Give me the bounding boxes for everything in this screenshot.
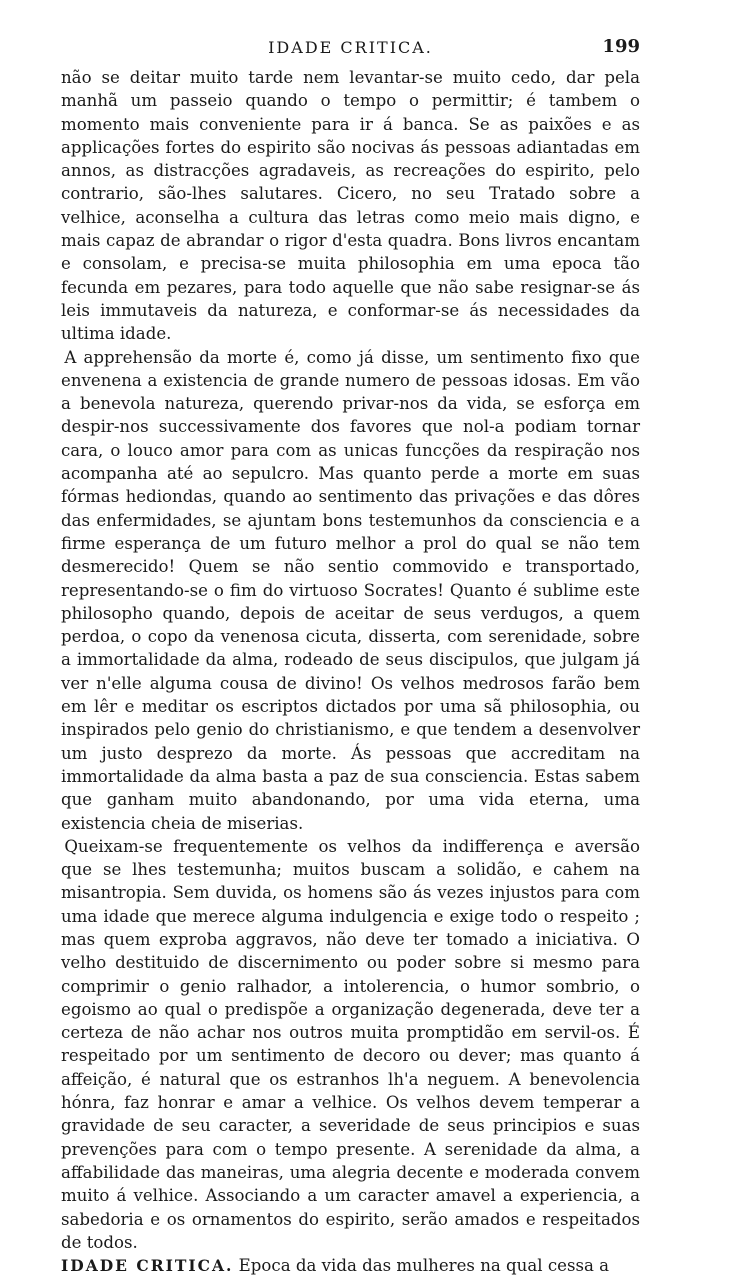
entry-headword: IDADE CRITICA. <box>61 1256 234 1276</box>
body-text <box>61 66 640 1277</box>
running-title: IDADE CRITICA. <box>268 38 433 57</box>
page-number: 199 <box>602 36 640 57</box>
paragraph-continuation: não se deitar muito tarde nem levantar-se muito cedo, dar pela manhã um passeio quando o tempo o permittir; é tambem o momento mais conveniente para ir á banca. Se as paixões e as applicações fortes do espirito são nocivas ás pessoas adiantadas em annos, as distracções agradaveis, as recreações do espirito, pelo contrario, são-lhes salutares. Cicero, no seu Tratado sobre a velhice, aconselha a cultura das letras como meio mais digno, e mais capaz de abrandar o rigor d'esta quadra. Bons livros encantam e consolam, e precisa-se muita philosophia em uma epoca tão fecunda em pezares, para todo aquelle que não sabe resignar-se ás leis immutaveis da natureza, e conformar-se ás necessidades da ultima idade. <box>61 68 640 344</box>
dictionary-entry <box>61 1254 640 1277</box>
entry-definition: Epoca da vida das mulheres na qual cessa a <box>238 1256 610 1276</box>
paragraph-death: A apprehensão da morte é, como já disse, um sentimento fixo que envenena a existencia de grande numero de pessoas idosas. Em vão a benevola natureza, querendo privar-nos da vida, se esforça em despir-nos successivamente dos favores que nol-a podiam tornar cara, o louco amor para com as unicas funcções da respiração nos acompanha até ao sepulcro. Mas quanto perde a morte em suas fórmas hediondas, quando ao sentimento das privações e das dôres das enfermidades, se ajuntam bons testemunhos da consciencia e a firme esperança de um futuro melhor a prol do qual se não tem desmerecido! Quem se não sentio commovido e transportado, representando-se o fim do virtuoso Socrates! Quanto é sublime este philosopho quando, depois de aceitar de seus verdugos, a quem perdoa, o copo da venenosa cicuta, disserta, com serenidade, sobre a immortalidade da alma, rodeado de seus discipulos, que julgam já ver n'elle alguma cousa de divino! Os velhos medrosos farão bem em lêr e meditar os escriptos dictados por uma sã philosophia, ou inspirados pelo genio do christianismo, e que tendem a desenvolver um justo desprezo da morte. Ás pessoas que accreditam na immortalidade da alma basta a paz de sua consciencia. Estas sabem que ganham muito abandonando, por uma vida eterna, uma existencia cheia de miserias. <box>61 347 640 833</box>
paragraph-elderly: Queixam-se frequentemente os velhos da indifferença e aversão que se lhes testemunha; muitos buscam a solidão, e cahem na misantropia. Sem duvida, os homens são ás vezes injustos para com uma idade que merece alguma indulgencia e exige todo o respeito ; mas quem exproba aggravos, não deve ter tomado a iniciativa. O velho destituido de discernimento ou poder sobre si mesmo para comprimir o genio ralhador, a intolerencia, o humor sombrio, o egoismo ao qual o predispõe a organização degenerada, deve ter a certeza de não achar nos outros muita promptidão em servil-os. É respeitado por um sentimento de decoro ou dever; mas quanto á affeição, é natural que os estranhos lh'a neguem. A benevolencia hónra, faz honrar e amar a velhice. Os velhos devem temperar a gravidade de seu caracter, a severidade de seus principios e suas prevenções para com o tempo presente. A serenidade da alma, a affabilidade das maneiras, uma alegria decente e moderada convem muito á velhice. Associando a um caracter amavel a experiencia, a sabedoria e os ornamentos do espirito, serão amados e respeitados de todos. <box>61 836 640 1252</box>
running-head <box>61 34 640 66</box>
